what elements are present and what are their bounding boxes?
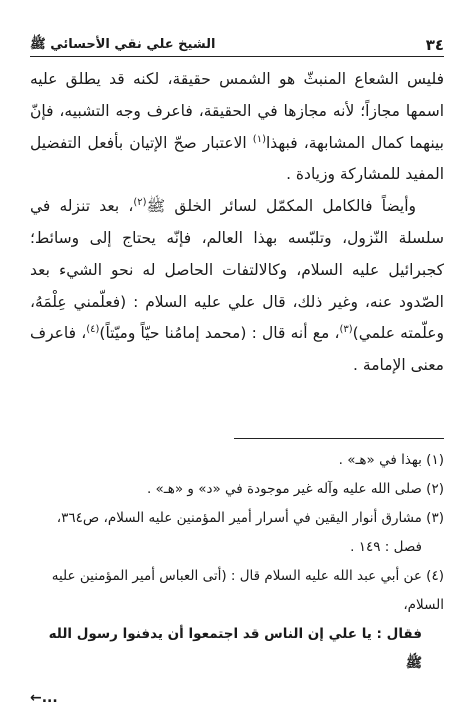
paragraph (30, 191, 444, 382)
page-header (30, 32, 444, 54)
continue-arrow-icon: ←... (30, 690, 58, 706)
header-rule (30, 56, 444, 57)
main-text (30, 64, 444, 382)
footnote-ref: (٣) (339, 324, 353, 336)
footnote: (٤) عن أبي عبد الله عليه السلام قال : (أتى العباس أمير المؤمنين عليه السلام، (51, 568, 444, 613)
footnotes (30, 446, 444, 678)
footnote-continuation: فصل : ١٤٩ . (350, 539, 422, 555)
paragraph-text: فليس الشعاع المنبثّ هو الشمس حقيقة، لكنه قد يطلق عليه اسمها مجازاً؛ لأنه مجازها في الحقيقة، فاعرف وجه التشبيه، فإنّ بينهما كمال المشابهة، فبهذا (30, 70, 444, 152)
footnote-ref: (٢) (133, 197, 147, 209)
running-title: الشيخ علي نقي الأحسائي ﷺ (30, 37, 216, 52)
paragraph-text: ، بعد تنزله في سلسلة النّزول، وتلبّسه بهذا العالم، فإنّه يحتاج إلى وسائط؛ كجبرائيل عليه السلام، وكالالتفات الحاصل له نحو الشيء بعد الصّدود عنه، وغير ذلك، قال علي عليه السلام : (فعلّمني عِلْمَهُ، وعلّمته علمي) (30, 197, 444, 343)
footnote-continuation: فقال : يا علي إن الناس قد اجتمعوا أن يدفنوا رسول الله ﷺ (48, 626, 422, 671)
paragraph-text: ، فاعرف معنى الإمامة . (30, 324, 444, 375)
paragraph-text: وأيضاً فالكامل المكمّل لسائر الخلق ﷺ (146, 197, 416, 216)
paragraph (30, 64, 444, 191)
footnote: (٢) صلى الله عليه وآله غير موجودة في «د» و «هـ» . (146, 481, 444, 497)
footnote: (١) بهذا في «هـ» . (338, 452, 444, 468)
footnote-ref: (٤) (86, 324, 100, 336)
footnote-rule (234, 438, 444, 439)
footnote-ref: (١) (252, 133, 266, 145)
footnote: (٣) مشارق أنوار اليقين في أسرار أمير المؤمنين عليه السلام، ص٣٦٤، (56, 510, 444, 526)
page-number: ٣٤ (425, 36, 444, 54)
paragraph-text: الاعتبار صحّ الإتيان بأفعل التفضيل المفيد للمشاركة وزيادة . (30, 133, 444, 184)
paragraph-text: ، مع أنه قال : (محمد إمامُنا حيّاً وميّتاً) (99, 324, 340, 343)
